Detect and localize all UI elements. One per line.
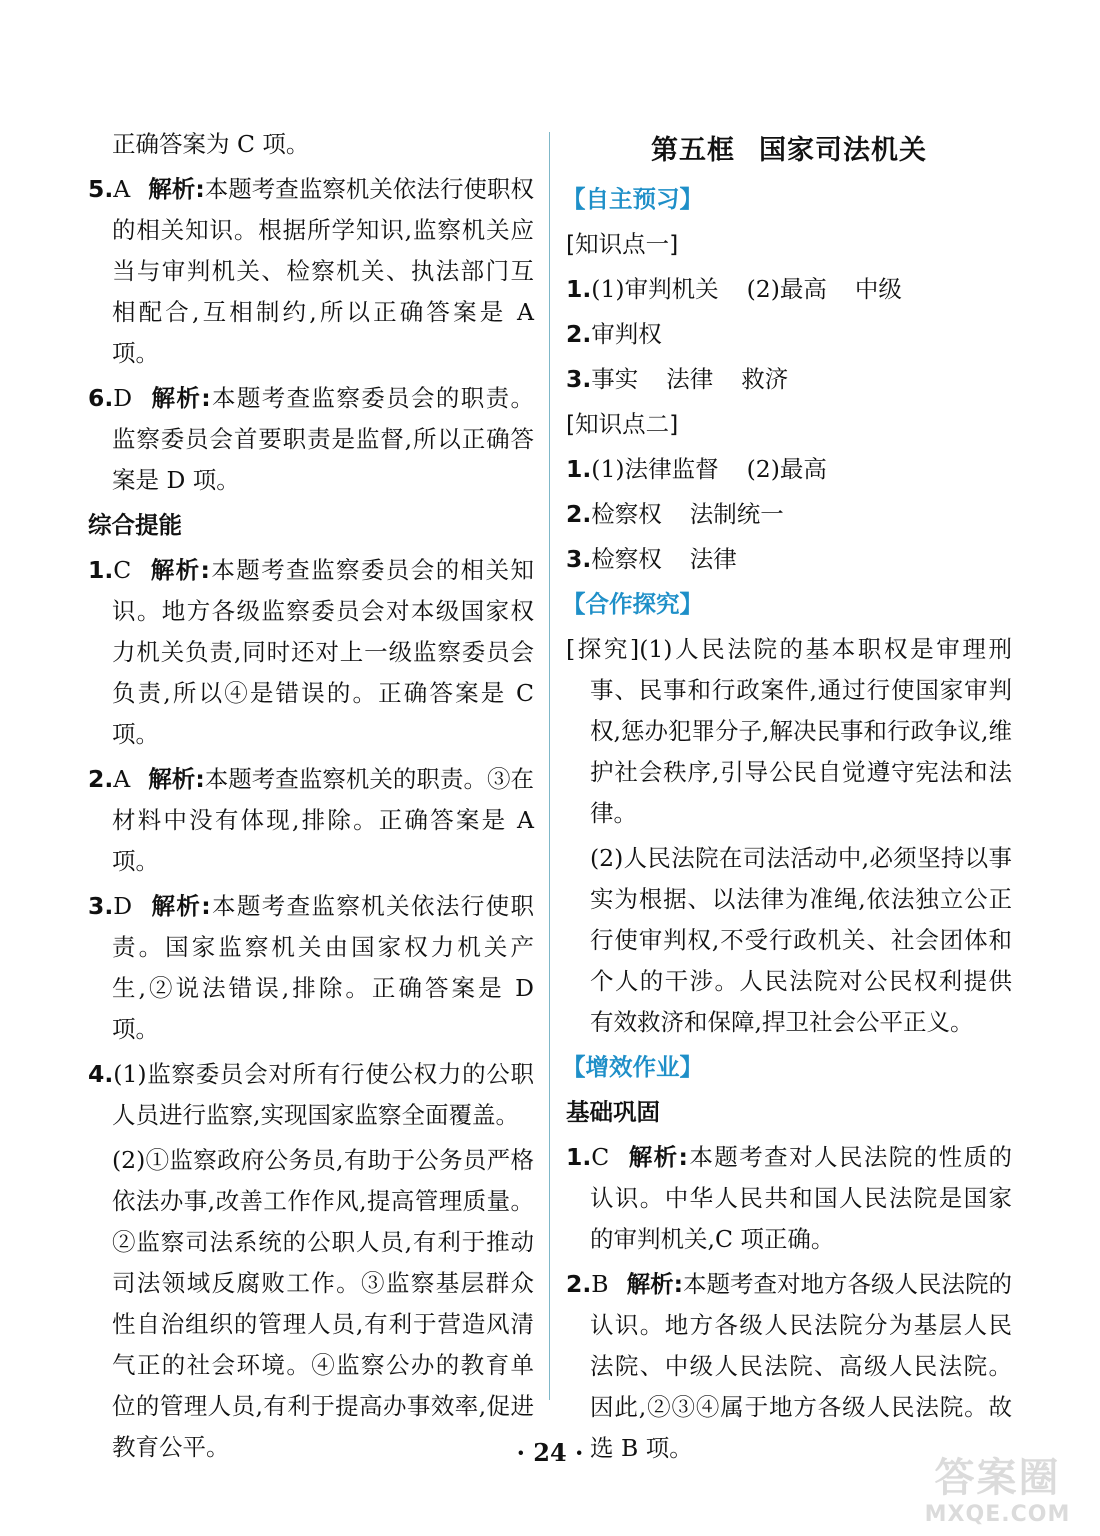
page-number: · 24 ·	[516, 1438, 584, 1467]
answer-item-1: 1.C 解析:本题考查监察委员会的相关知识。地方各级监察委员会对本级国家权力机关负责,同时还对上一级监察委员会负责,所以④是错误的。正确答案是 C 项。	[88, 556, 535, 748]
lesson-title: 第五框 国家司法机关	[651, 135, 927, 166]
basic-heading: 基础巩固	[566, 1098, 660, 1126]
right-column	[562, 124, 1013, 1473]
kp2-item	[566, 449, 1012, 490]
item-answer: 救济	[741, 365, 789, 393]
item-answer: (2)最高	[746, 455, 827, 483]
item-answer: (1)法律监督	[591, 455, 719, 483]
continued-text: 正确答案为 C 项。	[112, 130, 310, 158]
item-number: 2.	[566, 320, 592, 348]
item-answer: 中级	[854, 275, 902, 303]
knowledge-point-1: [知识点一]	[566, 230, 679, 258]
item-answer: (2)最高	[746, 275, 827, 303]
item-answer: 法律	[666, 365, 714, 393]
inquiry-paragraph-2: (2)人民法院在司法活动中,必须坚持以事实为根据、以法律为准绳,依法独立公正行使审判权,不受行政机关、社会团体和个人的干涉。人民法院对公民权利提供有效救济和保障,捍卫社会公平正义。	[590, 844, 1012, 1036]
item-number: 3.	[566, 545, 592, 573]
tag-self-preview: 【自主预习】	[562, 185, 703, 213]
knowledge-point-2-list	[566, 449, 1012, 580]
basic-answer-1: 1.C 解析:本题考查对人民法院的性质的认识。中华人民共和国人民法院是国家的审判机关,C 项正确。	[566, 1143, 1013, 1253]
item-answer: 审判权	[591, 320, 662, 348]
answer-item-4-part-2: (2)①监察政府公务员,有助于公务员严格依法办事,改善工作作风,提高管理质量。②监察司法系统的公职人员,有利于推动司法领域反腐败工作。③监察基层群众性自治组织的管理人员,有利于营造风清气正的社会环境。④监察公办的教育单位的管理人员,有利于提高办事效率,促进教育公平。	[112, 1146, 534, 1461]
item-number: 1.	[566, 455, 592, 483]
kp2-item	[566, 539, 1012, 580]
item-answer: 法制统一	[689, 500, 784, 528]
answer-item-3: 3.D 解析:本题考查监察机关依法行使职责。国家监察机关由国家权力机关产生,②说法错误,排除。正确答案是 D 项。	[88, 892, 535, 1043]
answer-item-6: 6.D 解析:本题考查监察委员会的职责。监察委员会首要职责是监督,所以正确答案是 D 项。	[88, 384, 535, 494]
item-number: 2.	[566, 500, 592, 528]
left-column	[88, 124, 534, 1472]
section-heading: 综合提能	[88, 511, 182, 539]
item-number: 1.	[566, 275, 592, 303]
watermark-text: 答案圈	[934, 1455, 1061, 1501]
knowledge-point-1-list	[566, 269, 1012, 400]
answer-item-4: 4.(1)监察委员会对所有行使公权力的公职人员进行监察,实现国家监察全面覆盖。	[88, 1060, 534, 1129]
item-number: 3.	[566, 365, 592, 393]
basic-answer-2: 2.B 解析:本题考查对地方各级人民法院的认识。地方各级人民法院分为基层人民法院、中级人民法院、高级人民法院。因此,②③④属于地方各级人民法院。故选 B 项。	[566, 1270, 1012, 1462]
kp1-item	[566, 359, 1012, 400]
watermark-url: MXQE.COM	[924, 1502, 1071, 1527]
item-answer: 检察权	[591, 500, 662, 528]
kp1-item	[566, 314, 1012, 355]
knowledge-point-2: [知识点二]	[566, 410, 679, 438]
answer-item-2: 2.A 解析:本题考查监察机关的职责。③在材料中没有体现,排除。正确答案是 A 项。	[88, 765, 535, 875]
watermark-logo	[900, 1455, 1095, 1533]
item-answer: (1)审判机关	[591, 275, 719, 303]
answer-item-5: 5.A 解析:本题考查监察机关依法行使职权的相关知识。根据所学知识,监察机关应当与审判机关、检察机关、执法部门互相配合,互相制约,所以正确答案是 A 项。	[88, 175, 535, 367]
item-answer: 事实	[591, 365, 639, 393]
tag-cooperative-inquiry: 【合作探究】	[562, 590, 703, 618]
item-answer: 法律	[689, 545, 737, 573]
kp2-item	[566, 494, 1012, 535]
column-divider	[549, 132, 550, 1400]
kp1-item	[566, 269, 1012, 310]
item-answer: 检察权	[591, 545, 662, 573]
inquiry-paragraph-1: [探究](1)人民法院的基本职权是审理刑事、民事和行政案件,通过行使国家审判权,惩办犯罪分子,解决民事和行政争议,维护社会秩序,引导公民自觉遵守宪法和法律。	[566, 635, 1012, 827]
tag-homework: 【增效作业】	[562, 1053, 703, 1081]
